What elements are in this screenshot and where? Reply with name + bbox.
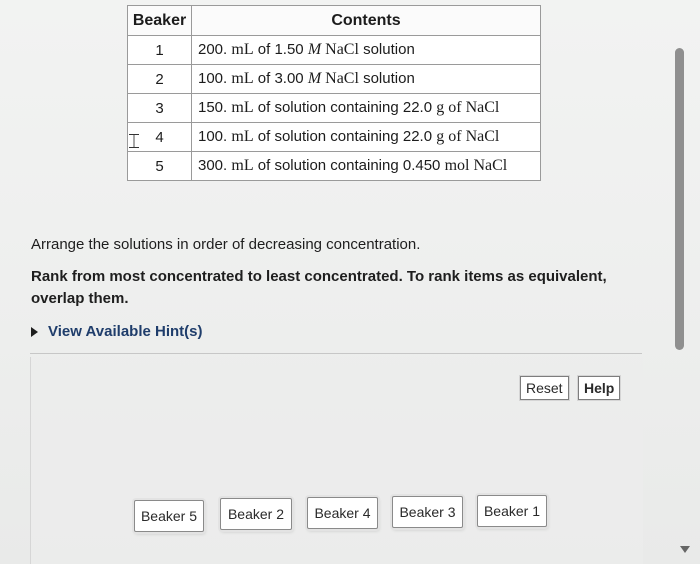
chemical: of NaCl	[444, 128, 500, 145]
header-contents: Contents	[192, 6, 541, 36]
beaker-contents	[192, 94, 541, 123]
rank-item-beaker-2[interactable]: Beaker 2	[220, 498, 292, 530]
beaker-number: 4	[128, 123, 192, 152]
rank-item-beaker-5[interactable]: Beaker 5	[134, 500, 204, 532]
amount: of 1.50	[253, 41, 308, 58]
hint-label: View Available Hint(s)	[48, 323, 203, 340]
reset-button[interactable]: Reset	[520, 376, 569, 400]
view-hints-link[interactable]	[31, 323, 203, 340]
beaker-number: 1	[128, 36, 192, 65]
volume: 100.	[198, 70, 232, 87]
scrollbar-thumb[interactable]	[675, 48, 684, 350]
table-row	[128, 65, 541, 94]
chemical: NaCl	[321, 41, 359, 58]
suffix: solution	[358, 70, 415, 87]
concentration-unit: M	[307, 41, 322, 58]
amount: of solution containing 22.0	[253, 128, 437, 145]
table-row	[128, 94, 541, 123]
mass-unit: g	[436, 128, 445, 145]
rank-item-beaker-4[interactable]: Beaker 4	[307, 497, 378, 529]
chemical: NaCl	[469, 157, 508, 174]
beaker-number: 5	[128, 152, 192, 181]
amount: of solution containing 0.450	[253, 157, 445, 174]
beaker-contents	[192, 152, 541, 181]
header-beaker: Beaker	[128, 6, 192, 36]
table-row	[128, 36, 541, 65]
unit: mL	[231, 128, 254, 145]
amount: of solution containing 22.0	[253, 99, 437, 116]
mole-unit: mol	[444, 157, 470, 174]
beaker-number: 2	[128, 65, 192, 94]
volume: 100.	[198, 128, 232, 145]
beaker-contents	[192, 65, 541, 94]
chevron-down-icon[interactable]	[680, 546, 690, 553]
unit: mL	[231, 70, 254, 87]
triangle-right-icon	[31, 327, 38, 337]
beaker-number: 3	[128, 94, 192, 123]
volume: 150.	[198, 99, 232, 116]
divider	[30, 353, 642, 354]
unit: mL	[231, 41, 254, 58]
chemical: of NaCl	[444, 99, 500, 116]
mass-unit: g	[436, 99, 445, 116]
suffix: solution	[358, 41, 415, 58]
amount: of 3.00	[253, 70, 308, 87]
beaker-contents	[192, 36, 541, 65]
volume: 200.	[198, 41, 232, 58]
unit: mL	[231, 157, 254, 174]
unit: mL	[231, 99, 254, 116]
instructions-text: Arrange the solutions in order of decreasing concentration.	[31, 236, 421, 253]
rank-item-beaker-3[interactable]: Beaker 3	[392, 496, 463, 528]
text-cursor-icon: ⌶	[128, 129, 140, 153]
rank-item-beaker-1[interactable]: Beaker 1	[477, 495, 547, 527]
help-button[interactable]: Help	[578, 376, 620, 400]
table-row	[128, 152, 541, 181]
volume: 300.	[198, 157, 232, 174]
table-row	[128, 123, 541, 152]
beaker-table	[127, 5, 541, 181]
table-header-row	[128, 6, 541, 36]
beaker-contents	[192, 123, 541, 152]
concentration-unit: M	[307, 70, 322, 87]
ranking-instructions: Rank from most concentrated to least concentrated. To rank items as equivalent, overlap them.	[31, 268, 607, 307]
chemical: NaCl	[321, 70, 359, 87]
